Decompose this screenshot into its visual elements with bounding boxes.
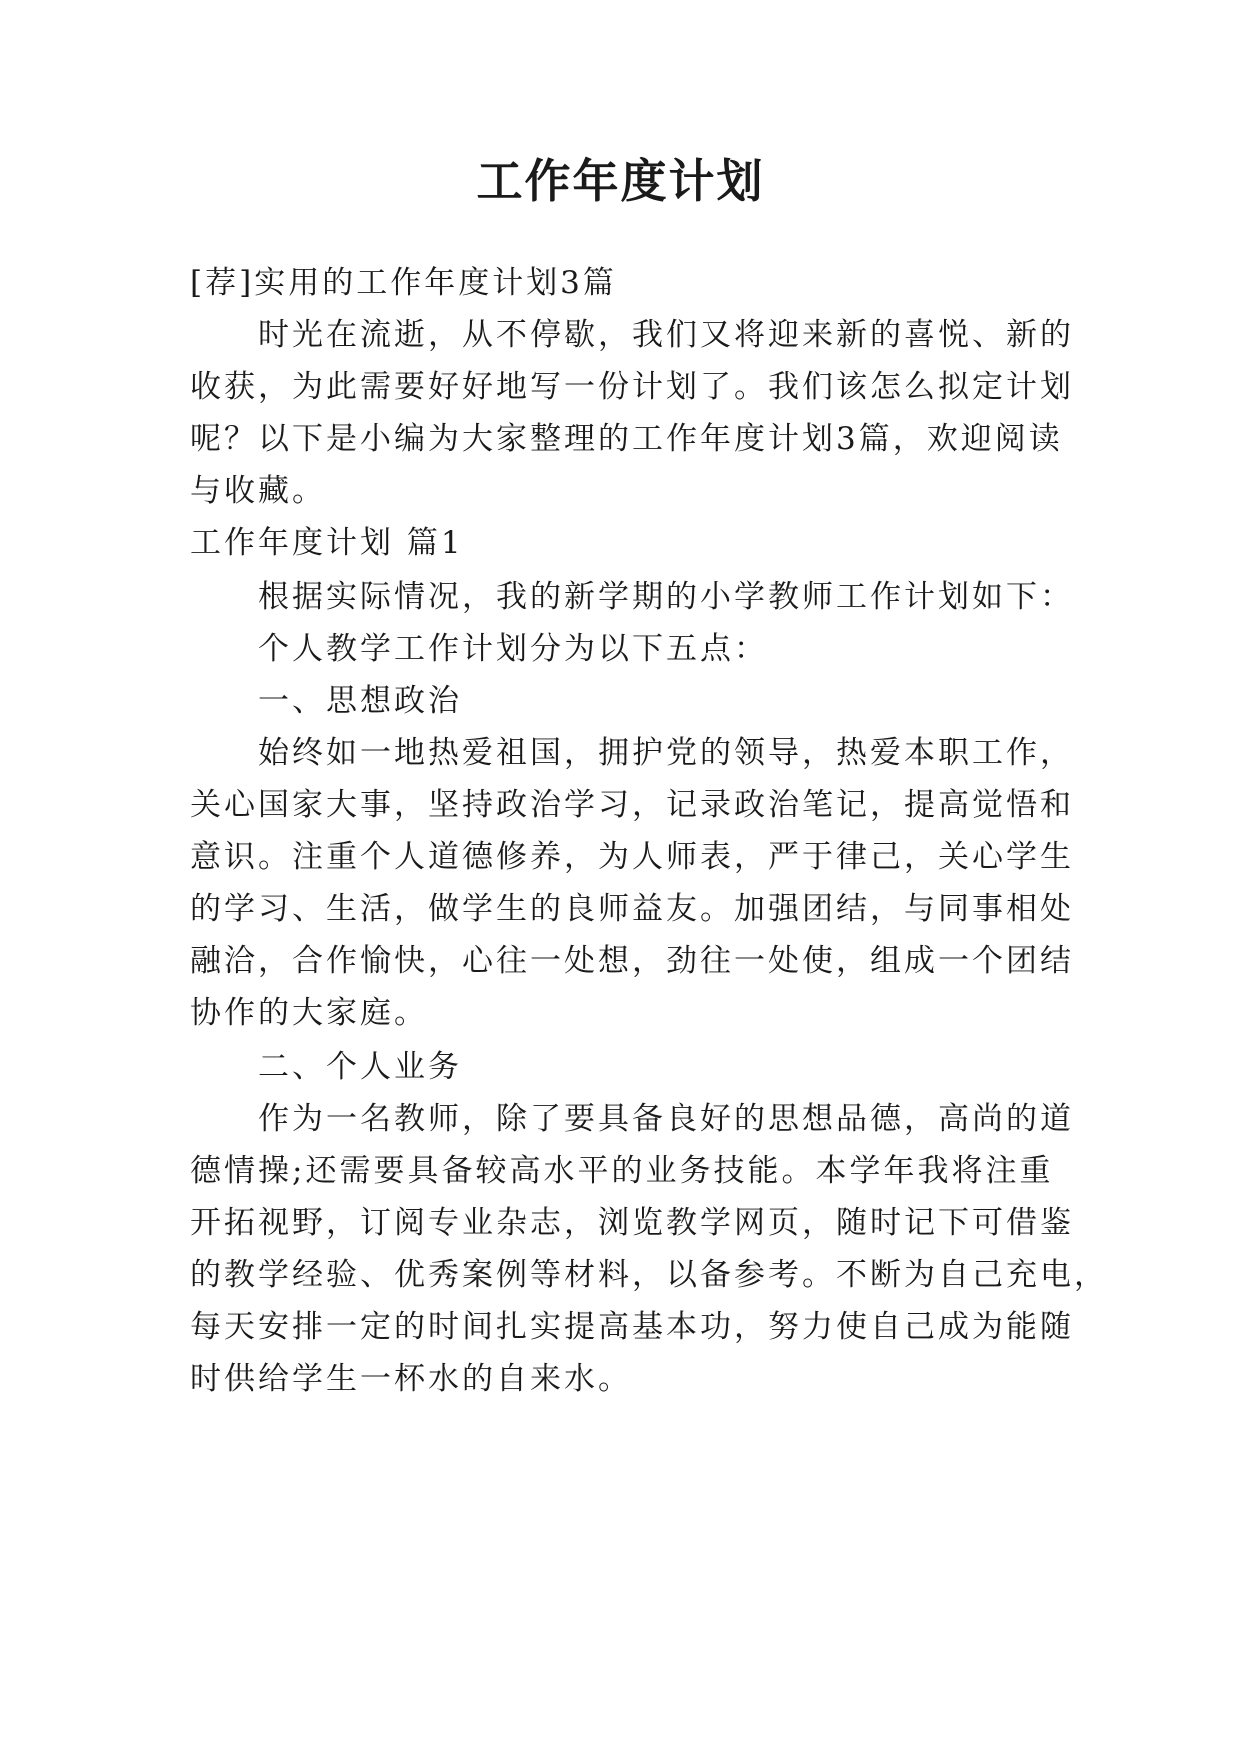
paragraph-line: 的教学经验、优秀案例等材料，以备参考。不断为自己充电， bbox=[190, 1257, 1108, 1293]
part-heading-politics: 一、思想政治 bbox=[258, 683, 462, 719]
paragraph-line: 的学习、生活，做学生的良师益友。加强团结，与同事相处 bbox=[190, 891, 1074, 927]
document-subtitle: [荐]实用的工作年度计划3篇 bbox=[190, 265, 617, 301]
intro-line: 收获，为此需要好好地写一份计划了。我们该怎么拟定计划 bbox=[190, 369, 1074, 405]
paragraph-line: 德情操;还需要具备较高水平的业务技能。本学年我将注重 bbox=[190, 1153, 1054, 1189]
part-heading-business: 二、个人业务 bbox=[258, 1049, 462, 1085]
lead-line: 根据实际情况，我的新学期的小学教师工作计划如下： bbox=[258, 579, 1074, 615]
intro-line: 与收藏。 bbox=[190, 473, 326, 509]
paragraph-line: 协作的大家庭。 bbox=[190, 995, 428, 1031]
paragraph-line: 时供给学生一杯水的自来水。 bbox=[190, 1361, 632, 1397]
lead-line: 个人教学工作计划分为以下五点： bbox=[258, 631, 768, 667]
section-heading: 工作年度计划 篇1 bbox=[190, 525, 464, 561]
paragraph-line: 开拓视野，订阅专业杂志，浏览教学网页，随时记下可借鉴 bbox=[190, 1205, 1074, 1241]
paragraph-line: 每天安排一定的时间扎实提高基本功，努力使自己成为能随 bbox=[190, 1309, 1074, 1345]
intro-line: 时光在流逝，从不停歇，我们又将迎来新的喜悦、新的 bbox=[258, 317, 1074, 353]
paragraph-line: 意识。注重个人道德修养，为人师表，严于律己，关心学生 bbox=[190, 839, 1074, 875]
document-title: 工作年度计划 bbox=[476, 154, 765, 208]
paragraph-line: 作为一名教师，除了要具备良好的思想品德，高尚的道 bbox=[258, 1101, 1074, 1137]
intro-line: 呢？以下是小编为大家整理的工作年度计划3篇，欢迎阅读 bbox=[190, 421, 1063, 457]
paragraph-line: 关心国家大事，坚持政治学习，记录政治笔记，提高觉悟和 bbox=[190, 787, 1074, 823]
paragraph-line: 始终如一地热爱祖国，拥护党的领导，热爱本职工作， bbox=[258, 735, 1074, 771]
paragraph-line: 融洽，合作愉快，心往一处想，劲往一处使，组成一个团结 bbox=[190, 943, 1074, 979]
